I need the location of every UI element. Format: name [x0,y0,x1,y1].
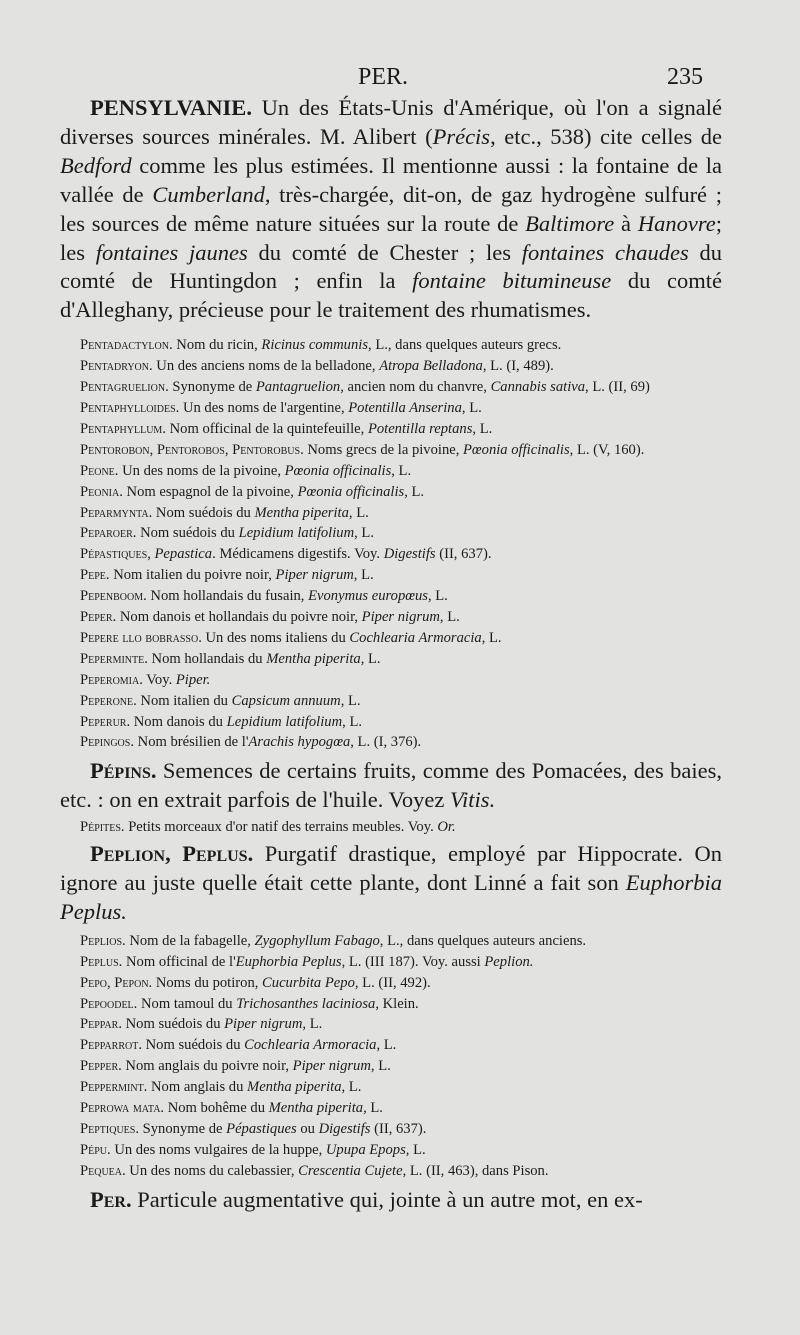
entry-headword: Pépites. [80,819,125,836]
italic-term: Atropa Belladona [379,358,483,375]
entry-body [137,693,361,709]
italic-term: Trichosanthes laciniosa [236,995,376,1012]
entry-peparoer [60,523,722,544]
entry-body [125,819,456,835]
italic-term: Piper nigrum [224,1016,303,1033]
entry-text: , L. [427,588,448,605]
entry-headword: Peprowa mata. [80,1100,165,1117]
entry-pepparrot [60,1035,722,1056]
entry-text: , très-chargée, dit-on, de gaz hydrogène sulfuré ; les sources de même nature situées sur la route de [60,181,722,236]
entry-body [60,758,722,812]
page-number: 235 [667,64,703,90]
entry-text: ou [296,1120,319,1137]
entry-text: , L., dans quelques auteurs grecs. [368,337,562,354]
entry-peonia [60,482,722,503]
entry-pentadryon [60,356,722,377]
dictionary-entries [60,94,722,1215]
italic-term: Potentilla reptans [367,420,473,437]
entry-body [147,1079,361,1095]
entry-peone [60,461,722,482]
entry-body [151,546,492,562]
entry-text: Un des noms vulgaires de la huppe, [110,1141,326,1158]
entry-body [148,651,381,667]
italic-term: Lepidium latifolium [226,713,343,730]
entry-pepites [60,817,722,838]
italic-term: Pœonia officinalis [284,462,392,479]
entry-text: Nom suédois du [141,1037,245,1054]
entry-headword: Pentagruelion. [80,379,169,396]
entry-text: , L. (II, 69) [585,379,650,396]
entry-body [132,1187,643,1212]
entry-text: (II, 637). [435,546,492,563]
entry-text: Un des noms de l'argentine, [179,399,349,416]
entry-text: , L. [472,420,493,437]
italic-term: Piper. [175,671,211,688]
entry-pepins [60,757,722,815]
entry-text: du comté de Chester ; les [247,239,522,265]
entry-peppermint [60,1077,722,1098]
italic-term: Pepastica [154,546,213,563]
entry-body [122,954,533,970]
entry-text: Voy. [142,671,176,688]
italic-term: Pépastiques [226,1120,297,1137]
entry-text: , L. [481,629,502,646]
entry-text: Nom du ricin, [172,337,262,354]
entry-text: , L. [353,567,374,584]
entry-headword: Peplion, Peplus. [90,841,254,867]
entry-headword: Peplus. [80,953,123,970]
entry-body [169,379,650,395]
entry-text: Purgatif drastique, employé par Hippocrate. On ignore au juste quelle était cette plante, dont Linné a fait son [60,841,723,895]
entry-text: Nom danois du [130,713,227,730]
italic-term: Cannabis sativa [490,379,586,396]
italic-term: Ricinus communis [261,337,369,354]
italic-term: Or. [437,819,456,836]
entry-per [60,1186,722,1215]
entry-body [179,400,481,416]
entry-body [126,933,586,949]
entry-headword: Pepere llo bobrasso. [80,629,202,646]
italic-term: Bedford [60,152,132,178]
entry-body [122,1016,322,1032]
entry-text: Synonyme de [139,1120,227,1137]
entry-pentaphyllum [60,419,722,440]
italic-term: Cumberland [152,181,265,207]
entry-body [60,95,722,322]
entry-peplus [60,952,722,973]
entry-text: Noms grecs de la pivoine, [303,441,464,458]
entry-pepastiques [60,544,722,565]
entry-pepu [60,1140,722,1161]
entry-headword: Pepenboom. [80,588,147,605]
entry-text: Nom suédois du [136,525,239,542]
italic-term: Mentha piperita [254,504,349,521]
italic-term: Euphorbia Peplus [235,953,342,970]
entry-headword: Pépastiques, [80,546,151,563]
italic-term: Evonymus europœus [308,588,428,605]
italic-term: Mentha piperita [266,650,361,667]
entry-headword: Pepper. [80,1058,122,1075]
entry-headword: Pentaphyllum. [80,420,166,437]
entry-text: , L. [340,692,361,709]
entry-body [143,672,210,688]
entry-text: , L. [391,462,412,479]
italic-term: Cochlearia Armoracia [349,629,482,646]
entry-headword: Pepe. [80,567,110,584]
entry-headword: Peparmynta. [80,504,153,521]
entry-text: Un des noms italiens du [201,629,350,646]
italic-term: Mentha piperita [268,1100,364,1117]
entry-text: Un des noms du calebassier, [125,1162,299,1179]
entry-pepenboom [60,586,722,607]
entry-peppar [60,1014,722,1035]
italic-term: Upupa Epops [325,1141,406,1158]
entry-text: , L. [405,1141,426,1158]
italic-term: Euphorbia Peplus. [60,870,722,924]
entry-text: Semences de certains fruits, comme des Pomacées, des baies, etc. : on en extrait parfois de l'huile. Voyez [60,758,722,813]
entry-body [142,1037,396,1053]
entry-text: Un des noms de la pivoine, [118,462,285,479]
entry-body [134,734,421,750]
entry-headword: Pépu. [80,1141,111,1158]
entry-text: , L. (II, 463), dans Pison. [402,1162,549,1179]
entry-body [147,588,448,604]
entry-text: . Médicamens digestifs. Voy. [212,546,384,563]
entry-text: , L. [439,609,460,626]
entry-headword: Pepo, Pepon. [80,974,153,991]
entry-text: Nom anglais du poivre noir, [121,1058,293,1075]
italic-term: Cochlearia Armoracia [244,1037,377,1054]
italic-term: Pœonia officinalis [463,441,570,458]
entry-body [202,630,502,646]
entry-body [164,1100,383,1116]
entry-text: , etc., 538) cite celles de [490,123,722,149]
entry-headword: Pentorobon, Pentorobos, Pentorobus. [80,441,304,458]
entry-text: ; les [60,210,722,265]
entry-headword: Peperomia. [80,671,143,688]
entry-pentagruelion [60,377,722,398]
entry-text: , L. [302,1016,323,1033]
entry-headword: Pentadryon. [80,358,153,375]
entry-text: Nom hollandais du fusain, [146,588,309,605]
entry-peprowa-mata [60,1098,722,1119]
entry-text: Nom bohême du [164,1100,269,1117]
entry-headword: Peperminte. [80,650,148,667]
italic-term: Baltimore [525,210,615,236]
entry-body [111,1142,426,1158]
entry-text: Un des anciens noms de la belladone, [152,358,380,375]
entry-pepoodel [60,994,722,1015]
italic-term: Crescentia Cujete [298,1162,403,1179]
entry-headword: Peper. [80,609,117,626]
entry-text: Nom tamoul du [137,995,237,1012]
entry-body [152,975,430,991]
entry-text: Particule augmentative qui, jointe à un autre mot, en ex- [131,1186,643,1212]
entry-text: , L. [341,1079,362,1096]
entry-text: , L. (II, 492). [354,974,431,991]
entry-text: Synonyme de [168,379,256,396]
entry-text: , L. [348,504,369,521]
entry-headword: Pepingos. [80,734,134,751]
entry-pentadactylon [60,335,722,356]
entry-text: Nom officinal de l' [122,953,236,970]
entry-body [139,1121,426,1137]
entry-headword: Peppermint. [80,1079,148,1096]
entry-text: , L. (I, 489). [482,358,554,375]
entry-peplios [60,931,722,952]
entry-headword: Peparoer. [80,525,137,542]
entry-pepo [60,973,722,994]
entry-text: Nom de la fabagelle, [125,932,255,949]
entry-text: , L. [360,650,381,667]
italic-term: Cucurbita Pepo [262,974,355,991]
entry-body [137,996,418,1012]
italic-term: Lepidium latifolium [238,525,355,542]
entry-body [166,421,492,437]
entry-text: , L. [354,525,374,542]
italic-term: Peplion. [484,953,534,970]
entry-body [116,609,460,625]
entry-text: , L. [363,1100,383,1117]
italic-term: fontaine bitumineuse [412,268,612,294]
entry-headword: Pepoodel. [80,995,138,1012]
entry-pepper [60,1056,722,1077]
entry-headword: Pepparrot. [80,1037,142,1054]
entry-peperur [60,712,722,733]
entry-body [136,525,374,541]
entry-headword: Pequea. [80,1162,126,1179]
italic-term: Piper nigrum [275,567,354,584]
entry-text: , L. (III 187). Voy. aussi [341,953,485,970]
entry-peptiques [60,1119,722,1140]
entry-body [123,484,424,500]
entry-pequea [60,1161,722,1182]
entry-headword: Peone. [80,462,119,479]
entry-headword: Peptiques. [80,1120,139,1137]
running-head: PER. [358,64,409,90]
entry-text: , Klein. [375,995,419,1012]
entry-pepingos [60,732,722,753]
entry-headword: Pentaphylloides. [80,399,180,416]
entry-peplion [60,840,722,927]
entry-body [126,1163,549,1179]
entry-headword: Per. [90,1186,132,1212]
entry-body [118,463,411,479]
entry-text: , L. (I, 376). [350,734,422,751]
entry-pepe [60,565,722,586]
entry-text: Nom suédois du [152,504,255,521]
entry-text: Nom suédois du [121,1016,225,1033]
italic-term: Zygophyllum Fabago [254,932,380,949]
italic-term: Vitis. [449,787,496,813]
entry-body [122,1058,391,1074]
entry-headword: Peppar. [80,1016,122,1033]
entry-pentaphylloides [60,398,722,419]
entry-headword: Peperur. [80,713,131,730]
entry-text: , L. (V, 160). [569,441,645,458]
entry-pentorobon [60,440,722,461]
entry-text: comme les plus estimées. Il mentionne aussi : la fontaine de la vallée de [60,152,722,207]
entry-peparmynta [60,503,722,524]
entry-peperminte [60,649,722,670]
entry-text: Nom brésilien de l' [134,734,249,751]
entry-text: du comté de Huntingdon ; enfin la [60,239,722,294]
entry-text: Noms du potiron, [152,974,263,991]
entry-text: Nom officinal de la quintefeuille, [165,420,368,437]
italic-term: Arachis hypogœa [248,734,351,751]
entry-pensylvanie [60,94,722,325]
entry-body [130,714,362,730]
entry-text: Nom italien du poivre noir, [109,567,276,584]
entry-peperone [60,691,722,712]
entry-peperomia [60,670,722,691]
italic-term: Digestifs [318,1120,371,1137]
italic-term: Précis [432,123,491,149]
entry-body [304,442,645,458]
entry-text: à [614,210,638,236]
entry-headword: Peonia. [80,483,123,500]
italic-term: Pantagruelion [255,379,341,396]
entry-text: Nom hollandais du [147,650,267,667]
entry-text: , L. [376,1037,397,1054]
entry-text: Nom anglais du [147,1079,248,1096]
entry-headword: Peplios. [80,932,126,949]
italic-term: Mentha piperita [247,1079,342,1096]
entry-text: , L. [370,1058,391,1075]
entry-text: Un des États-Unis d'Amérique, où l'on a signalé diverses sources minérales. M. Alibert ( [60,95,722,149]
entry-text: , L., dans quelques auteurs anciens. [379,932,587,949]
entry-headword: Peperone. [80,692,137,709]
entry-headword: Pentadactylon. [80,337,173,354]
italic-term: Piper nigrum [292,1058,371,1075]
entry-text: Nom italien du [136,692,232,709]
entry-text: du comté d'Alleghany, précieuse pour le traitement des rhumatismes. [60,268,722,323]
italic-term: Hanovre [637,210,716,236]
italic-term: Capsicum annuum [231,692,341,709]
entry-text: , L. [461,399,482,416]
entry-pepere-llo-bobrasso [60,628,722,649]
entry-text: Nom espagnol de la pivoine, [122,483,298,500]
entry-headword: PENSYLVANIE. [90,95,252,120]
entry-text: Nom danois et hollandais du poivre noir, [116,609,362,626]
entry-text: (II, 637). [370,1120,427,1137]
entry-text: , ancien nom du chanvre, [340,379,491,396]
italic-term: Digestifs [383,546,436,563]
italic-term: fontaines chaudes [521,239,689,265]
entry-text: , L. [404,483,425,500]
italic-term: fontaines jaunes [95,239,248,265]
entry-body [152,505,368,521]
italic-term: Potentilla Anserina [348,399,462,416]
entry-text: , L. [342,713,363,730]
entry-body [110,567,374,583]
entry-headword: Pépins. [90,758,157,784]
italic-term: Pœonia officinalis [297,483,405,500]
entry-peper [60,607,722,628]
entry-body [153,358,554,374]
italic-term: Piper nigrum [361,609,440,626]
entry-text: Petits morceaux d'or natif des terrains meubles. Voy. [124,819,438,836]
entry-body [173,337,562,353]
